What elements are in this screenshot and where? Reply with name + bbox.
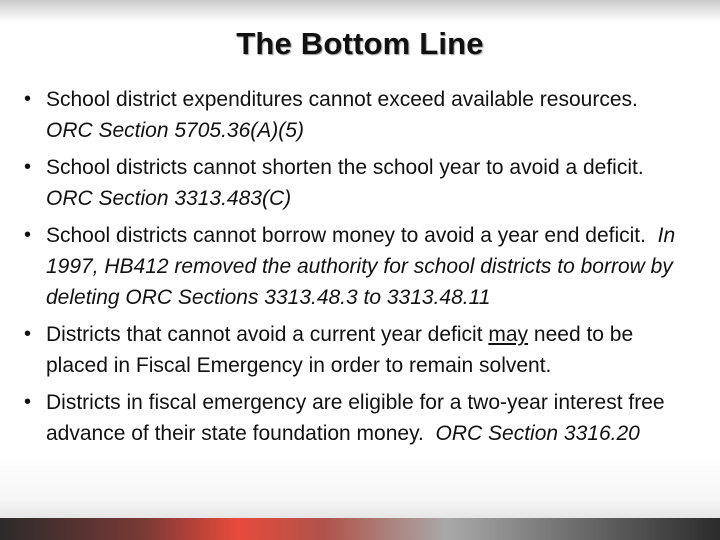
bullet-reference: ORC Section 3313.483(C) <box>46 187 292 210</box>
bullet-icon: • <box>24 156 32 178</box>
bullet-text: Districts that cannot avoid a current year deficit <box>46 323 483 346</box>
bullet-text: Districts in fiscal emergency are eligible for a two-year interest free advance of their state foundation money. <box>46 391 665 445</box>
bullet-item <box>16 387 696 449</box>
bullet-text: need to be placed in Fiscal Emergency in order to remain solvent. <box>46 323 634 377</box>
bullet-list <box>16 84 696 449</box>
top-gradient-bar <box>0 0 720 22</box>
bullet-item <box>16 220 696 313</box>
bullet-reference: ORC Section 5705.36(A)(5) <box>46 119 304 142</box>
bottom-decorative-band <box>0 518 720 540</box>
bullet-item <box>16 319 696 381</box>
bottom-fade <box>0 500 720 518</box>
bullet-reference: ORC Section 3316.20 <box>435 422 640 445</box>
slide-content <box>16 84 696 455</box>
bullet-text: School districts cannot borrow money to avoid a year end deficit. <box>46 224 646 247</box>
bullet-item <box>16 152 696 214</box>
bullet-emphasis: may <box>488 323 529 346</box>
bullet-icon: • <box>24 391 32 413</box>
bullet-item <box>16 84 696 146</box>
bullet-icon: • <box>24 323 32 345</box>
bullet-icon: • <box>24 88 32 110</box>
bullet-reference: In 1997, HB412 removed the authority for school districts to borrow by deleting ORC Sections 3313.48.3 to 3313.48.11 <box>46 224 676 309</box>
bullet-icon: • <box>24 224 32 246</box>
bullet-text: School district expenditures cannot exceed available resources. <box>46 88 638 111</box>
bullet-text: School districts cannot shorten the school year to avoid a deficit. <box>46 156 644 179</box>
slide-title: The Bottom Line <box>236 26 484 61</box>
